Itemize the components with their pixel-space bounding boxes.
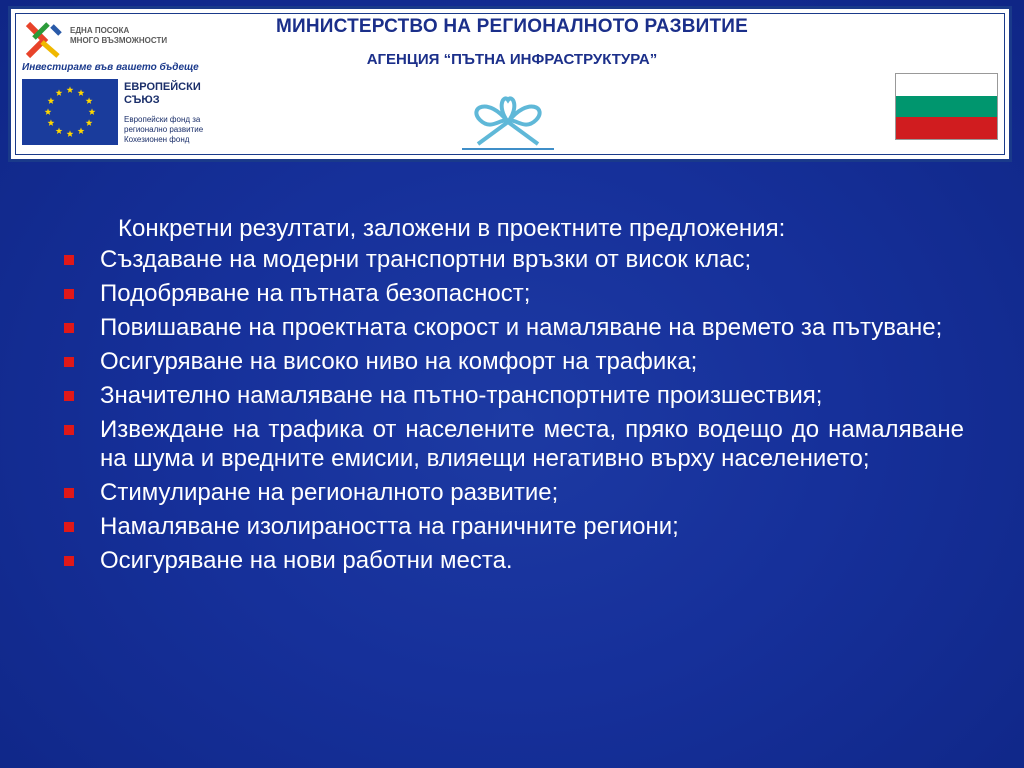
list-item-text: Стимулиране на регионалното развитие; xyxy=(100,479,559,506)
invest-slogan: Инвестираме във вашето бъдеще xyxy=(22,62,199,73)
eu-star-icon xyxy=(86,97,93,104)
list-item-text: Създаване на модерни транспортни връзки от висок клас; xyxy=(100,246,752,273)
eu-star-icon xyxy=(67,130,74,137)
square-bullet-icon xyxy=(64,323,74,333)
bulgaria-flag-icon xyxy=(895,73,998,140)
eu-flag-icon xyxy=(22,79,118,145)
eu-funds-label: Европейски фонд за регионално развитие Кохезионен фонд xyxy=(124,115,204,144)
arrows-x-icon xyxy=(22,16,68,62)
list-item xyxy=(62,546,964,575)
eu-text-block xyxy=(124,81,203,145)
square-bullet-icon xyxy=(64,425,74,435)
square-bullet-icon xyxy=(64,522,74,532)
agency-title: АГЕНЦИЯ “ПЪТНА ИНФРАСТРУКТУРА” xyxy=(366,51,658,68)
list-item-text: Повишаване на проектната скорост и намаляване на времето за пътуване; xyxy=(100,314,943,341)
eu-star-icon xyxy=(67,86,74,93)
list-item xyxy=(62,415,964,473)
list-item xyxy=(62,512,964,541)
list-item xyxy=(62,313,964,342)
eu-star-icon xyxy=(89,108,96,115)
eu-union-label: ЕВРОПЕЙСКИ СЪЮЗ xyxy=(124,81,201,106)
eu-star-icon xyxy=(56,127,63,134)
direction-logo-text: ЕДНА ПОСОКА МНОГО ВЪЗМОЖНОСТИ xyxy=(70,26,168,45)
slide-content xyxy=(62,214,964,580)
road-infrastructure-logo-icon xyxy=(458,86,558,152)
square-bullet-icon xyxy=(64,255,74,265)
list-item-text: Подобряване на пътната безопасност; xyxy=(100,280,531,307)
list-item xyxy=(62,347,964,376)
flag-stripe-green xyxy=(896,96,997,118)
square-bullet-icon xyxy=(64,289,74,299)
square-bullet-icon xyxy=(64,391,74,401)
list-item xyxy=(62,478,964,507)
square-bullet-icon xyxy=(64,556,74,566)
intro-text: Конкретни резултати, заложени в проектните предложения: xyxy=(118,215,786,242)
eu-star-icon xyxy=(78,89,85,96)
list-item xyxy=(62,381,964,410)
flag-stripe-white xyxy=(896,74,997,96)
list-item xyxy=(62,279,964,308)
eu-star-icon xyxy=(86,119,93,126)
list-item-text: Извеждане на трафика от населените места, пряко водещо до намаляване на шума и вредните емисии, влияещи негативно върху населението; xyxy=(100,416,964,472)
square-bullet-icon xyxy=(64,357,74,367)
list-item-text: Осигуряване на нови работни места. xyxy=(100,547,513,574)
results-list xyxy=(62,245,964,575)
list-item-text: Значително намаляване на пътно-транспортните произшествия; xyxy=(100,382,823,409)
list-item-text: Осигуряване на високо ниво на комфорт на трафика; xyxy=(100,348,698,375)
eu-star-icon xyxy=(48,97,55,104)
eu-star-icon xyxy=(48,119,55,126)
eu-star-icon xyxy=(78,127,85,134)
direction-logo xyxy=(22,16,182,62)
eu-star-icon xyxy=(45,108,52,115)
list-item-text: Намаляване изолираността на граничните региони; xyxy=(100,513,679,540)
eu-star-icon xyxy=(56,89,63,96)
flag-stripe-red xyxy=(896,117,997,139)
eu-stars-icon xyxy=(22,79,118,145)
ministry-title: МИНИСТЕРСТВО НА РЕГИОНАЛНОТО РАЗВИТИЕ xyxy=(275,16,749,37)
list-item xyxy=(62,245,964,274)
square-bullet-icon xyxy=(64,488,74,498)
